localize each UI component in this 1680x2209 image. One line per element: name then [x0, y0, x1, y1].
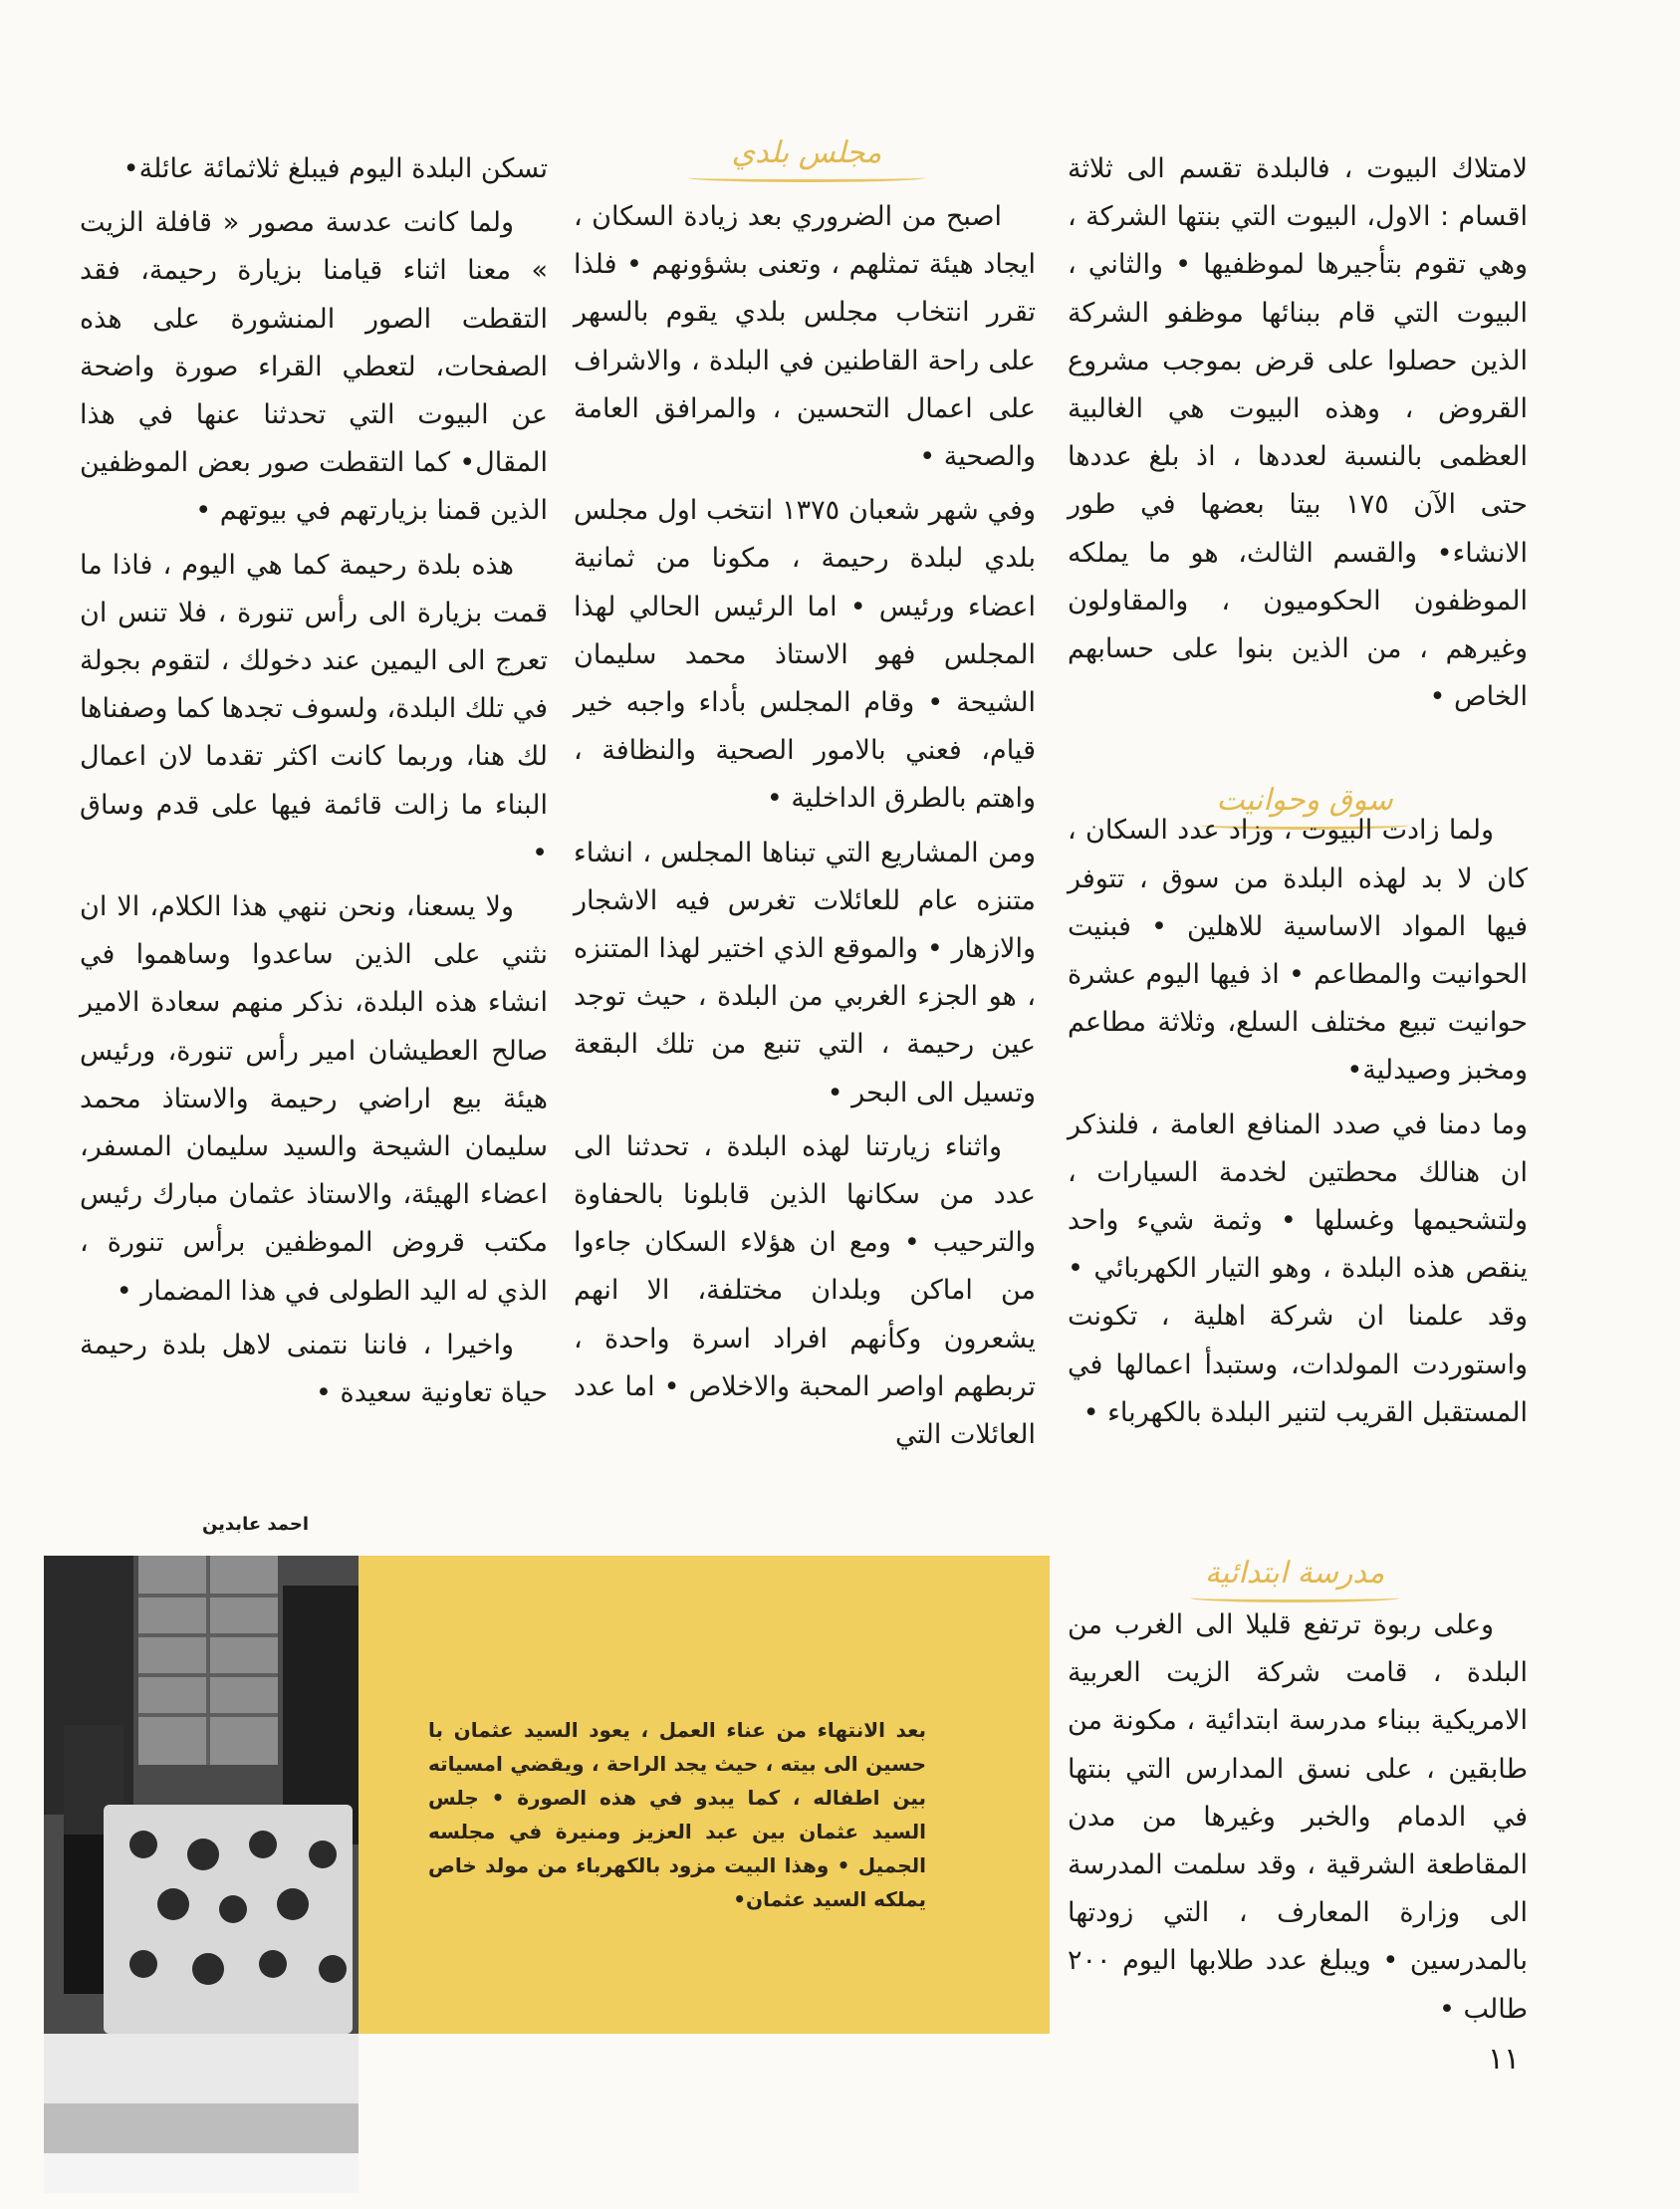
- paragraph: ومن المشاريع التي تبناها المجلس ، انشاء متنزه عام للعائلات تغرس فيه الاشجار والازهار • والموقع الذي اختير لهذا المتنزه ، هو الجزء الغربي من البلدة ، حيث توجد عين رحيمة ، التي تنبع من تلك البقعة وتسيل الى البحر •: [574, 837, 1036, 1108]
- heading-council: مجلس بلدي: [637, 133, 976, 182]
- paragraph: وما دمنا في صدد المنافع العامة ، فلنذكر ان هنالك محطتين لخدمة السيارات ، ولتشحيمها وغسلها • وثمة شيء واحد ينقص هذه البلدة ، وهو التيار الكهربائي • وقد علمنا ان شركة اهلية ، تكونت واستوردت المولدات، وستبدأ اعمالها في المستقبل القريب لتنير البلدة بالكهرباء •: [1068, 1108, 1528, 1428]
- family-photo: [44, 1556, 359, 2193]
- paragraph: واثناء زيارتنا لهذه البلدة ، تحدثنا الى عدد من سكانها الذين قابلونا بالحفاوة والترحيب • ومع ان هؤلاء السكان جاءوا من اماكن وبلدان مختلفة، الا انهم يشعرون وكأنهم افراد اسرة واحدة ، تربطهم اواصر المحبة والاخلاص • اما عدد العائلات التي: [574, 1130, 1036, 1451]
- heading-market: سوق وحوانيت: [1155, 781, 1454, 830]
- middle-column: [574, 145, 1036, 1465]
- page-number: ١١: [1487, 2042, 1521, 2077]
- paragraph: اصبح من الضروري بعد زيادة السكان ، ايجاد هيئة تمثلهم ، وتعنى بشؤونهم • فلذا تقرر انتخاب مجلس بلدي يقوم بالسهر على راحة القاطنين في البلدة ، والاشراف على اعمال التحسين ، والمرافق العامة والصحية •: [574, 201, 1036, 473]
- paragraph: لامتلاك البيوت ، فالبلدة تقسم الى ثلاثة اقسام : الاول، البيوت التي بنتها الشركة ، وهي تقوم بتأجيرها لموظفيها • والثاني ، البيوت التي قام ببنائها موظفو الشركة الذين حصلوا على قرض بموجب مشروع القروض ، وهذه البيوت هي الغالبية العظمى بالنسبة لعددها ، اذ بلغ عددها حتى الآن ١٧٥ بيتا بعضها في طور الانشاء• والقسم الثالث، هو ما يملكه الموظفون الحكوميون ، والمقاولون وغيرهم ، من الذين بنوا على حسابهم الخاص •: [1068, 153, 1528, 713]
- paragraph: هذه بلدة رحيمة كما هي اليوم ، فاذا ما قمت بزيارة الى رأس تنورة ، فلا تنس ان تعرج الى اليمين عند دخولك ، لتقوم بجولة في تلك البلدة، ولسوف تجدها كما وصفناها لك هنا، وربما كانت اكثر تقدما لان اعمال البناء ما زالت قائمة فيها على قدم وساق •: [80, 549, 548, 868]
- author-name: احمد عابدين: [201, 1514, 309, 1535]
- left-column: [80, 145, 548, 1423]
- school-column: [1068, 1601, 1528, 2040]
- heading-school: مدرسة ابتدائية: [1145, 1554, 1444, 1602]
- paragraph: وعلى ربوة ترتفع قليلا الى الغرب من البلدة ، قامت شركة الزيت العربية الامريكية ببناء مدرسة ابتدائية ، مكونة من طابقين ، على نسق المدارس التي بنتها في الدمام والخبر وغيرها من مدن المقاطعة الشرقية ، وقد سلمت المدرسة الى وزارة المعارف ، التي زودتها بالمدرسين • ويبلغ عدد طلابها اليوم ٢٠٠ طالب •: [1068, 1609, 1528, 2025]
- paragraph: ولما زادت البيوت ، وزاد عدد السكان ، كان لا بد لهذه البلدة من سوق ، تتوفر فيها المواد الاساسية للاهلين • فبنيت الحوانيت والمطاعم • اذ فيها اليوم عشرة حوانيت تبيع مختلف السلع، وثلاثة مطاعم ومخبز وصيدلية•: [1068, 815, 1528, 1087]
- paragraph: ولا يسعنا، ونحن ننهي هذا الكلام، الا ان نثني على الذين ساعدوا وساهموا في انشاء هذه البلدة، نذكر منهم سعادة الامير صالح العطيشان امير رأس تنورة، ورئيس هيئة بيع اراضي رحيمة والاستاذ محمد سليمان الشيحة والسيد سليمان المسفر، اعضاء الهيئة، والاستاذ عثمان مبارك رئيس مكتب قروض الموظفين برأس تنورة ، الذي له اليد الطولى في هذا المضمار •: [80, 891, 548, 1307]
- paragraph: واخيرا ، فاننا نتمنى لاهل بلدة رحيمة حياة تعاونية سعيدة •: [80, 1329, 548, 1409]
- photo-illustration: [44, 1556, 359, 2193]
- paragraph: وفي شهر شعبان ١٣٧٥ انتخب اول مجلس بلدي لبلدة رحيمة ، مكونا من ثمانية اعضاء ورئيس • اما الرئيس الحالي لهذا المجلس فهو الاستاذ محمد سليمان الشيحة • وقام المجلس بأداء واجبه خير قيام، فعني بالامور الصحية والنظافة ، واهتم بالطرق الداخلية •: [574, 495, 1037, 815]
- paragraph: ولما كانت عدسة مصور « قافلة الزيت » معنا اثناء قيامنا بزيارة رحيمة، فقد التقطت الصور المنشورة على هذه الصفحات، لتعطي القراء صورة واضحة عن البيوت التي تحدثنا عنها في هذا المقال• كما التقطت صور بعض الموظفين الذين قمنا بزيارتهم في بيوتهم •: [80, 207, 548, 527]
- paragraph: تسكن البلدة اليوم فيبلغ ثلاثمائة عائلة•: [122, 153, 548, 184]
- right-column: [1068, 145, 1528, 1443]
- photo-caption: بعد الانتهاء من عناء العمل ، يعود السيد عثمان با حسين الى بيته ، حيث يجد الراحة ، ويقضي امسياته بين اطفاله ، كما يبدو في هذه الصورة • جلس السيد عثمان بين عبد العزيز ومنيرة في مجلسه الجميل • وهذا البيت مزود بالكهرباء من مولد خاص يملكه السيد عثمان•: [428, 1718, 926, 1911]
